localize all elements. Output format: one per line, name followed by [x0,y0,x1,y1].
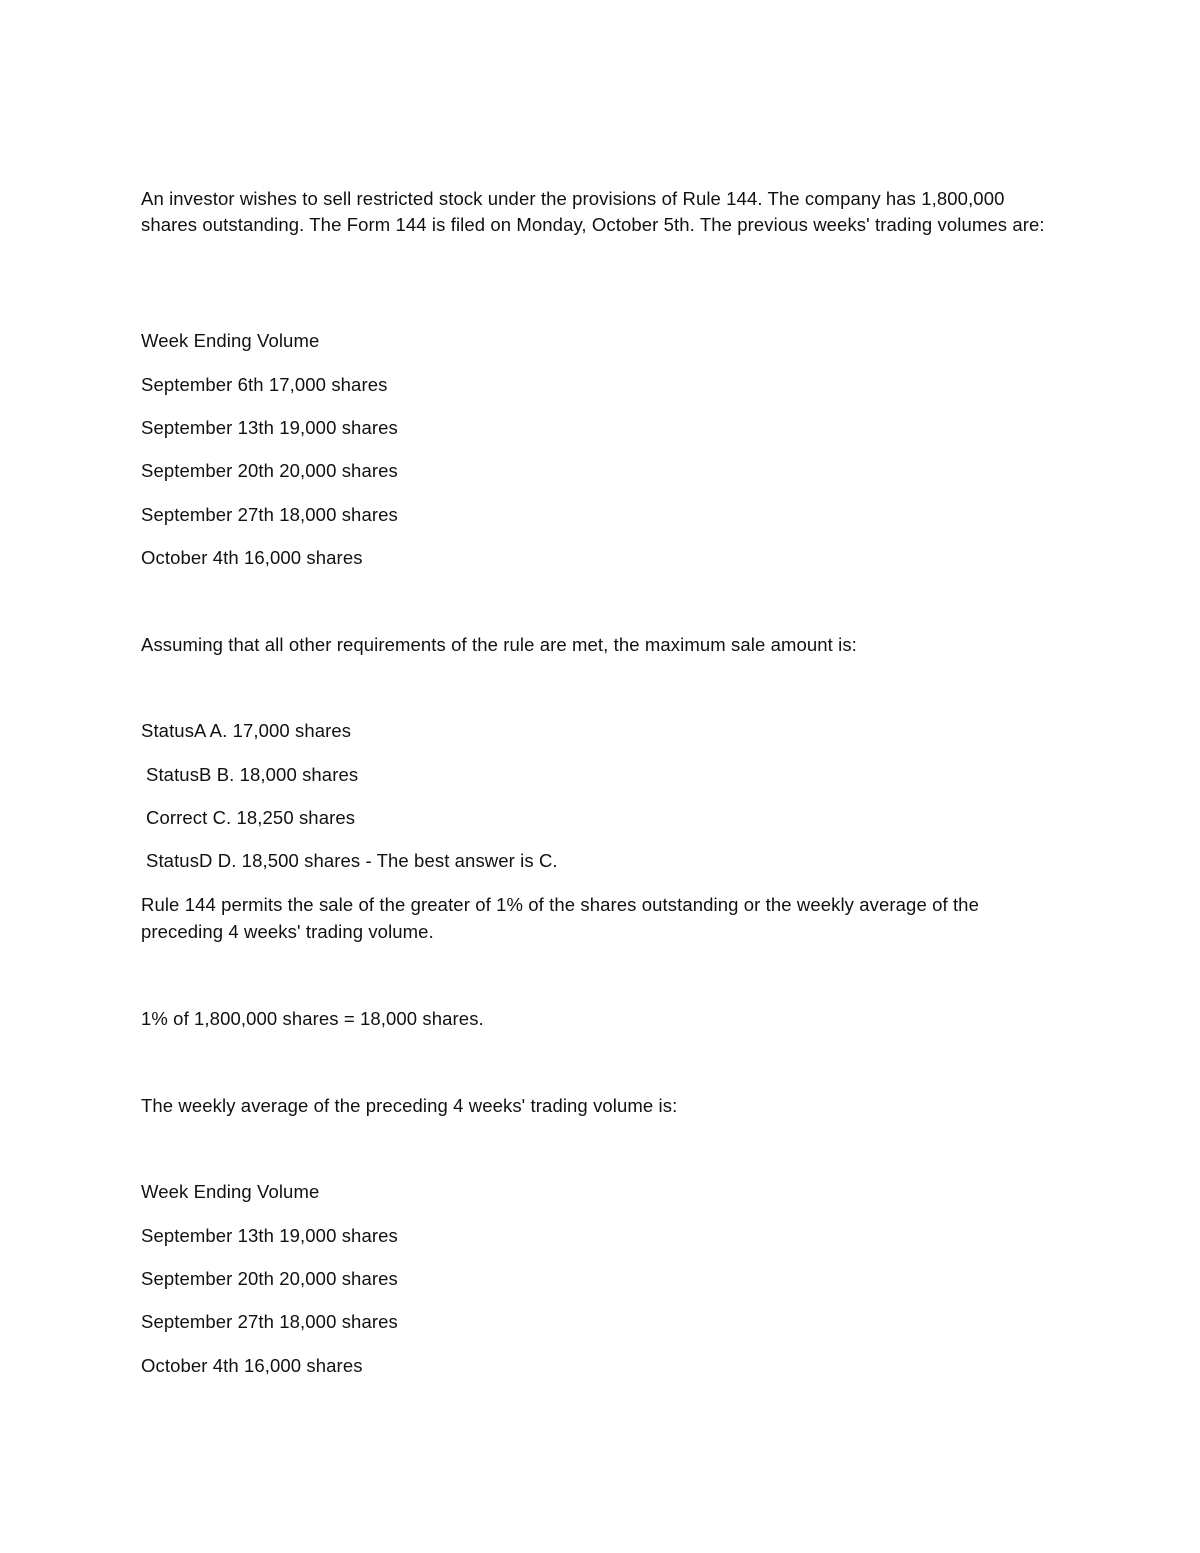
table-header: Week Ending Volume [141,1181,320,1202]
table-row: September 27th 18,000 shares [141,504,398,525]
question-intro: An investor wishes to sell restricted stock under the provisions of Rule 144. The company has 1,800,000 shares outstanding. The Form 144 is filed on Monday, October 5th. The previous weeks' trading volumes are: [141,188,1045,235]
table-row: September 13th 19,000 shares [141,1225,398,1246]
answer-option-d: StatusD D. 18,500 shares - The best answer is C. [146,850,558,871]
table-row: September 20th 20,000 shares [141,1268,398,1289]
question-prompt: Assuming that all other requirements of the rule are met, the maximum sale amount is: [141,634,857,655]
answer-option-c: Correct C. 18,250 shares [146,807,356,828]
table-row: October 4th 16,000 shares [141,547,363,568]
explanation-rule: Rule 144 permits the sale of the greater of 1% of the shares outstanding or the weekly average of the preceding 4 weeks' trading volume. [141,894,979,942]
table-row: September 27th 18,000 shares [141,1311,398,1332]
answer-option-a: StatusA A. 17,000 shares [141,720,352,741]
answer-option-b: StatusB B. 18,000 shares [146,764,359,785]
table-row: September 6th 17,000 shares [141,374,388,395]
table-row: October 4th 16,000 shares [141,1355,363,1376]
table-row: September 20th 20,000 shares [141,460,398,481]
explanation-calc: 1% of 1,800,000 shares = 18,000 shares. [141,1008,484,1029]
table-header: Week Ending Volume [141,330,320,351]
explanation-avg-intro: The weekly average of the preceding 4 weeks' trading volume is: [141,1095,678,1116]
table-row: September 13th 19,000 shares [141,417,398,438]
